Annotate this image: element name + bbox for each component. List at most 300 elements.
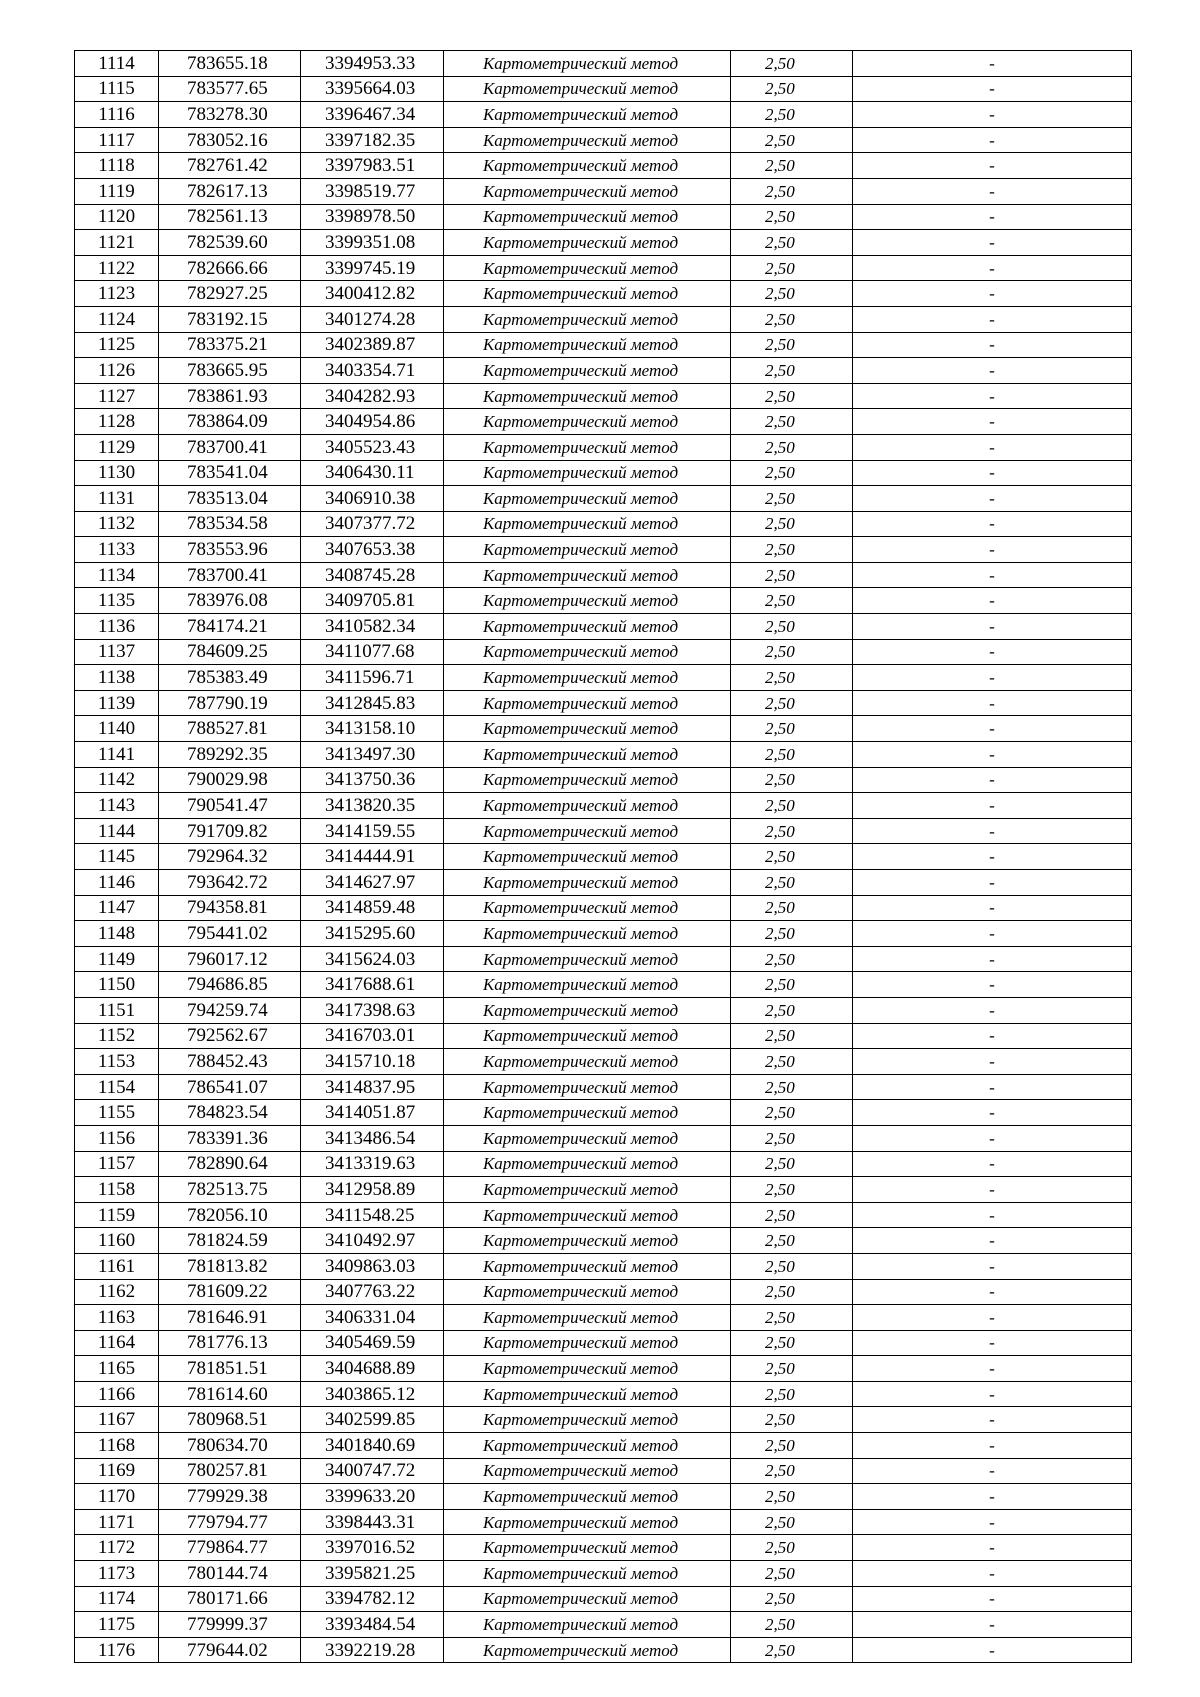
x-coordinate-cell: 781614.60 — [159, 1381, 301, 1407]
table-row — [75, 870, 1132, 896]
y-coordinate-cell: 3415295.60 — [301, 921, 444, 947]
x-coordinate-cell: 784823.54 — [159, 1100, 301, 1126]
table-row — [75, 844, 1132, 870]
x-coordinate-cell: 779794.77 — [159, 1509, 301, 1535]
accuracy-cell: 2,50 — [731, 1330, 853, 1356]
table-row — [75, 460, 1132, 486]
table-row — [75, 434, 1132, 460]
accuracy-cell: 2,50 — [731, 844, 853, 870]
point-number-cell: 1141 — [75, 742, 159, 768]
point-number-cell: 1149 — [75, 946, 159, 972]
accuracy-cell: 2,50 — [731, 1637, 853, 1663]
y-coordinate-cell: 3406910.38 — [301, 486, 444, 512]
point-number-cell: 1175 — [75, 1612, 159, 1638]
y-coordinate-cell: 3414859.48 — [301, 895, 444, 921]
method-cell: Картометрический метод — [444, 588, 731, 614]
note-cell: - — [853, 742, 1132, 768]
method-cell: Картометрический метод — [444, 1612, 731, 1638]
table-row — [75, 614, 1132, 640]
point-number-cell: 1129 — [75, 434, 159, 460]
point-number-cell: 1138 — [75, 665, 159, 691]
table-row — [75, 895, 1132, 921]
accuracy-cell: 2,50 — [731, 1279, 853, 1305]
y-coordinate-cell: 3402599.85 — [301, 1407, 444, 1433]
method-cell: Картометрический метод — [444, 204, 731, 230]
point-number-cell: 1162 — [75, 1279, 159, 1305]
accuracy-cell: 2,50 — [731, 742, 853, 768]
note-cell: - — [853, 665, 1132, 691]
note-cell: - — [853, 793, 1132, 819]
method-cell: Картометрический метод — [444, 1049, 731, 1075]
accuracy-cell: 2,50 — [731, 1253, 853, 1279]
accuracy-cell: 2,50 — [731, 562, 853, 588]
note-cell: - — [853, 1484, 1132, 1510]
accuracy-cell: 2,50 — [731, 102, 853, 128]
accuracy-cell: 2,50 — [731, 818, 853, 844]
accuracy-cell: 2,50 — [731, 486, 853, 512]
y-coordinate-cell: 3412845.83 — [301, 690, 444, 716]
y-coordinate-cell: 3402389.87 — [301, 332, 444, 358]
coordinates-table-body — [75, 51, 1132, 1663]
accuracy-cell: 2,50 — [731, 383, 853, 409]
point-number-cell: 1159 — [75, 1202, 159, 1228]
note-cell: - — [853, 306, 1132, 332]
method-cell: Картометрический метод — [444, 895, 731, 921]
method-cell: Картометрический метод — [444, 844, 731, 870]
method-cell: Картометрический метод — [444, 690, 731, 716]
point-number-cell: 1154 — [75, 1074, 159, 1100]
method-cell: Картометрический метод — [444, 1381, 731, 1407]
accuracy-cell: 2,50 — [731, 1458, 853, 1484]
accuracy-cell: 2,50 — [731, 1049, 853, 1075]
y-coordinate-cell: 3406331.04 — [301, 1305, 444, 1331]
accuracy-cell: 2,50 — [731, 281, 853, 307]
accuracy-cell: 2,50 — [731, 946, 853, 972]
method-cell: Картометрический метод — [444, 51, 731, 77]
note-cell: - — [853, 1151, 1132, 1177]
note-cell: - — [853, 767, 1132, 793]
accuracy-cell: 2,50 — [731, 921, 853, 947]
accuracy-cell: 2,50 — [731, 1484, 853, 1510]
accuracy-cell: 2,50 — [731, 1381, 853, 1407]
x-coordinate-cell: 781813.82 — [159, 1253, 301, 1279]
table-row — [75, 1509, 1132, 1535]
note-cell: - — [853, 1637, 1132, 1663]
table-row — [75, 742, 1132, 768]
accuracy-cell: 2,50 — [731, 639, 853, 665]
method-cell: Картометрический метод — [444, 1305, 731, 1331]
method-cell: Картометрический метод — [444, 178, 731, 204]
method-cell: Картометрический метод — [444, 1151, 731, 1177]
table-row — [75, 102, 1132, 128]
y-coordinate-cell: 3401840.69 — [301, 1433, 444, 1459]
table-row — [75, 306, 1132, 332]
note-cell: - — [853, 486, 1132, 512]
y-coordinate-cell: 3398519.77 — [301, 178, 444, 204]
y-coordinate-cell: 3393484.54 — [301, 1612, 444, 1638]
point-number-cell: 1153 — [75, 1049, 159, 1075]
y-coordinate-cell: 3414627.97 — [301, 870, 444, 896]
y-coordinate-cell: 3404954.86 — [301, 409, 444, 435]
note-cell: - — [853, 946, 1132, 972]
method-cell: Картометрический метод — [444, 946, 731, 972]
point-number-cell: 1119 — [75, 178, 159, 204]
note-cell: - — [853, 1253, 1132, 1279]
point-number-cell: 1126 — [75, 358, 159, 384]
table-row — [75, 1330, 1132, 1356]
accuracy-cell: 2,50 — [731, 614, 853, 640]
method-cell: Картометрический метод — [444, 255, 731, 281]
x-coordinate-cell: 783553.96 — [159, 537, 301, 563]
x-coordinate-cell: 788527.81 — [159, 716, 301, 742]
point-number-cell: 1173 — [75, 1561, 159, 1587]
point-number-cell: 1122 — [75, 255, 159, 281]
point-number-cell: 1140 — [75, 716, 159, 742]
y-coordinate-cell: 3394782.12 — [301, 1586, 444, 1612]
accuracy-cell: 2,50 — [731, 76, 853, 102]
accuracy-cell: 2,50 — [731, 690, 853, 716]
note-cell: - — [853, 127, 1132, 153]
table-row — [75, 716, 1132, 742]
note-cell: - — [853, 639, 1132, 665]
x-coordinate-cell: 796017.12 — [159, 946, 301, 972]
y-coordinate-cell: 3413497.30 — [301, 742, 444, 768]
method-cell: Картометрический метод — [444, 102, 731, 128]
y-coordinate-cell: 3411596.71 — [301, 665, 444, 691]
y-coordinate-cell: 3408745.28 — [301, 562, 444, 588]
table-row — [75, 383, 1132, 409]
y-coordinate-cell: 3413820.35 — [301, 793, 444, 819]
accuracy-cell: 2,50 — [731, 1177, 853, 1203]
table-row — [75, 1125, 1132, 1151]
point-number-cell: 1131 — [75, 486, 159, 512]
accuracy-cell: 2,50 — [731, 972, 853, 998]
table-row — [75, 767, 1132, 793]
note-cell: - — [853, 972, 1132, 998]
accuracy-cell: 2,50 — [731, 434, 853, 460]
point-number-cell: 1148 — [75, 921, 159, 947]
note-cell: - — [853, 1305, 1132, 1331]
x-coordinate-cell: 781609.22 — [159, 1279, 301, 1305]
method-cell: Картометрический метод — [444, 486, 731, 512]
y-coordinate-cell: 3417688.61 — [301, 972, 444, 998]
y-coordinate-cell: 3415710.18 — [301, 1049, 444, 1075]
y-coordinate-cell: 3414444.91 — [301, 844, 444, 870]
method-cell: Картометрический метод — [444, 409, 731, 435]
point-number-cell: 1163 — [75, 1305, 159, 1331]
accuracy-cell: 2,50 — [731, 1561, 853, 1587]
x-coordinate-cell: 789292.35 — [159, 742, 301, 768]
point-number-cell: 1135 — [75, 588, 159, 614]
point-number-cell: 1137 — [75, 639, 159, 665]
x-coordinate-cell: 794259.74 — [159, 997, 301, 1023]
note-cell: - — [853, 1509, 1132, 1535]
note-cell: - — [853, 921, 1132, 947]
x-coordinate-cell: 783541.04 — [159, 460, 301, 486]
y-coordinate-cell: 3410492.97 — [301, 1228, 444, 1254]
note-cell: - — [853, 614, 1132, 640]
method-cell: Картометрический метод — [444, 1279, 731, 1305]
table-row — [75, 1074, 1132, 1100]
x-coordinate-cell: 783655.18 — [159, 51, 301, 77]
point-number-cell: 1118 — [75, 153, 159, 179]
note-cell: - — [853, 690, 1132, 716]
coordinates-table — [74, 50, 1132, 1663]
point-number-cell: 1133 — [75, 537, 159, 563]
table-row — [75, 1177, 1132, 1203]
accuracy-cell: 2,50 — [731, 306, 853, 332]
accuracy-cell: 2,50 — [731, 997, 853, 1023]
y-coordinate-cell: 3397182.35 — [301, 127, 444, 153]
point-number-cell: 1136 — [75, 614, 159, 640]
accuracy-cell: 2,50 — [731, 1433, 853, 1459]
accuracy-cell: 2,50 — [731, 1407, 853, 1433]
method-cell: Картометрический метод — [444, 921, 731, 947]
table-row — [75, 1535, 1132, 1561]
table-row — [75, 690, 1132, 716]
method-cell: Картометрический метод — [444, 1433, 731, 1459]
point-number-cell: 1169 — [75, 1458, 159, 1484]
note-cell: - — [853, 1049, 1132, 1075]
table-row — [75, 127, 1132, 153]
x-coordinate-cell: 793642.72 — [159, 870, 301, 896]
x-coordinate-cell: 784609.25 — [159, 639, 301, 665]
method-cell: Картометрический метод — [444, 383, 731, 409]
note-cell: - — [853, 255, 1132, 281]
y-coordinate-cell: 3398978.50 — [301, 204, 444, 230]
note-cell: - — [853, 1279, 1132, 1305]
y-coordinate-cell: 3405523.43 — [301, 434, 444, 460]
note-cell: - — [853, 76, 1132, 102]
table-row — [75, 921, 1132, 947]
method-cell: Картометрический метод — [444, 716, 731, 742]
method-cell: Картометрический метод — [444, 1023, 731, 1049]
note-cell: - — [853, 460, 1132, 486]
method-cell: Картометрический метод — [444, 127, 731, 153]
accuracy-cell: 2,50 — [731, 460, 853, 486]
table-row — [75, 537, 1132, 563]
note-cell: - — [853, 588, 1132, 614]
y-coordinate-cell: 3400412.82 — [301, 281, 444, 307]
table-row — [75, 1407, 1132, 1433]
accuracy-cell: 2,50 — [731, 1125, 853, 1151]
note-cell: - — [853, 409, 1132, 435]
method-cell: Картометрический метод — [444, 332, 731, 358]
table-row — [75, 1305, 1132, 1331]
point-number-cell: 1124 — [75, 306, 159, 332]
x-coordinate-cell: 784174.21 — [159, 614, 301, 640]
x-coordinate-cell: 782539.60 — [159, 230, 301, 256]
y-coordinate-cell: 3404282.93 — [301, 383, 444, 409]
point-number-cell: 1145 — [75, 844, 159, 870]
x-coordinate-cell: 790029.98 — [159, 767, 301, 793]
table-row — [75, 818, 1132, 844]
method-cell: Картометрический метод — [444, 434, 731, 460]
note-cell: - — [853, 1433, 1132, 1459]
accuracy-cell: 2,50 — [731, 537, 853, 563]
y-coordinate-cell: 3414051.87 — [301, 1100, 444, 1126]
method-cell: Картометрический метод — [444, 153, 731, 179]
x-coordinate-cell: 794686.85 — [159, 972, 301, 998]
x-coordinate-cell: 783052.16 — [159, 127, 301, 153]
x-coordinate-cell: 783391.36 — [159, 1125, 301, 1151]
y-coordinate-cell: 3399351.08 — [301, 230, 444, 256]
method-cell: Картометрический метод — [444, 614, 731, 640]
table-row — [75, 1433, 1132, 1459]
method-cell: Картометрический метод — [444, 1458, 731, 1484]
x-coordinate-cell: 783665.95 — [159, 358, 301, 384]
point-number-cell: 1130 — [75, 460, 159, 486]
table-row — [75, 1151, 1132, 1177]
accuracy-cell: 2,50 — [731, 1535, 853, 1561]
x-coordinate-cell: 782666.66 — [159, 255, 301, 281]
method-cell: Картометрический метод — [444, 870, 731, 896]
accuracy-cell: 2,50 — [731, 1074, 853, 1100]
y-coordinate-cell: 3400747.72 — [301, 1458, 444, 1484]
x-coordinate-cell: 792562.67 — [159, 1023, 301, 1049]
method-cell: Картометрический метод — [444, 1125, 731, 1151]
point-number-cell: 1121 — [75, 230, 159, 256]
table-row — [75, 76, 1132, 102]
method-cell: Картометрический метод — [444, 1561, 731, 1587]
accuracy-cell: 2,50 — [731, 178, 853, 204]
x-coordinate-cell: 781776.13 — [159, 1330, 301, 1356]
point-number-cell: 1161 — [75, 1253, 159, 1279]
method-cell: Картометрический метод — [444, 537, 731, 563]
x-coordinate-cell: 780634.70 — [159, 1433, 301, 1459]
method-cell: Картометрический метод — [444, 1330, 731, 1356]
y-coordinate-cell: 3413750.36 — [301, 767, 444, 793]
x-coordinate-cell: 781646.91 — [159, 1305, 301, 1331]
table-row — [75, 51, 1132, 77]
x-coordinate-cell: 794358.81 — [159, 895, 301, 921]
method-cell: Картометрический метод — [444, 1535, 731, 1561]
accuracy-cell: 2,50 — [731, 153, 853, 179]
table-row — [75, 1586, 1132, 1612]
x-coordinate-cell: 780257.81 — [159, 1458, 301, 1484]
accuracy-cell: 2,50 — [731, 793, 853, 819]
point-number-cell: 1127 — [75, 383, 159, 409]
accuracy-cell: 2,50 — [731, 1586, 853, 1612]
note-cell: - — [853, 1535, 1132, 1561]
method-cell: Картометрический метод — [444, 511, 731, 537]
point-number-cell: 1134 — [75, 562, 159, 588]
x-coordinate-cell: 786541.07 — [159, 1074, 301, 1100]
note-cell: - — [853, 1125, 1132, 1151]
table-row — [75, 255, 1132, 281]
table-row — [75, 1279, 1132, 1305]
accuracy-cell: 2,50 — [731, 588, 853, 614]
y-coordinate-cell: 3413158.10 — [301, 716, 444, 742]
x-coordinate-cell: 783861.93 — [159, 383, 301, 409]
method-cell: Картометрический метод — [444, 997, 731, 1023]
y-coordinate-cell: 3414837.95 — [301, 1074, 444, 1100]
y-coordinate-cell: 3395664.03 — [301, 76, 444, 102]
table-row — [75, 486, 1132, 512]
accuracy-cell: 2,50 — [731, 255, 853, 281]
method-cell: Картометрический метод — [444, 1509, 731, 1535]
x-coordinate-cell: 783278.30 — [159, 102, 301, 128]
table-row — [75, 1458, 1132, 1484]
table-row — [75, 1228, 1132, 1254]
note-cell: - — [853, 511, 1132, 537]
y-coordinate-cell: 3397983.51 — [301, 153, 444, 179]
point-number-cell: 1144 — [75, 818, 159, 844]
method-cell: Картометрический метод — [444, 1228, 731, 1254]
method-cell: Картометрический метод — [444, 767, 731, 793]
table-row — [75, 358, 1132, 384]
y-coordinate-cell: 3414159.55 — [301, 818, 444, 844]
y-coordinate-cell: 3399633.20 — [301, 1484, 444, 1510]
method-cell: Картометрический метод — [444, 281, 731, 307]
y-coordinate-cell: 3403865.12 — [301, 1381, 444, 1407]
table-row — [75, 639, 1132, 665]
y-coordinate-cell: 3407377.72 — [301, 511, 444, 537]
y-coordinate-cell: 3403354.71 — [301, 358, 444, 384]
note-cell: - — [853, 1612, 1132, 1638]
note-cell: - — [853, 153, 1132, 179]
x-coordinate-cell: 782927.25 — [159, 281, 301, 307]
table-row — [75, 972, 1132, 998]
x-coordinate-cell: 779644.02 — [159, 1637, 301, 1663]
table-row — [75, 562, 1132, 588]
table-row — [75, 409, 1132, 435]
note-cell: - — [853, 1177, 1132, 1203]
point-number-cell: 1147 — [75, 895, 159, 921]
point-number-cell: 1157 — [75, 1151, 159, 1177]
note-cell: - — [853, 1100, 1132, 1126]
table-row — [75, 1381, 1132, 1407]
x-coordinate-cell: 783700.41 — [159, 434, 301, 460]
note-cell: - — [853, 230, 1132, 256]
point-number-cell: 1128 — [75, 409, 159, 435]
note-cell: - — [853, 1458, 1132, 1484]
accuracy-cell: 2,50 — [731, 1151, 853, 1177]
point-number-cell: 1160 — [75, 1228, 159, 1254]
note-cell: - — [853, 895, 1132, 921]
method-cell: Картометрический метод — [444, 1407, 731, 1433]
note-cell: - — [853, 1330, 1132, 1356]
x-coordinate-cell: 783513.04 — [159, 486, 301, 512]
table-row — [75, 153, 1132, 179]
method-cell: Картометрический метод — [444, 1356, 731, 1382]
accuracy-cell: 2,50 — [731, 1100, 853, 1126]
point-number-cell: 1125 — [75, 332, 159, 358]
x-coordinate-cell: 783534.58 — [159, 511, 301, 537]
y-coordinate-cell: 3409705.81 — [301, 588, 444, 614]
x-coordinate-cell: 783864.09 — [159, 409, 301, 435]
point-number-cell: 1123 — [75, 281, 159, 307]
accuracy-cell: 2,50 — [731, 767, 853, 793]
method-cell: Картометрический метод — [444, 358, 731, 384]
accuracy-cell: 2,50 — [731, 1023, 853, 1049]
point-number-cell: 1115 — [75, 76, 159, 102]
note-cell: - — [853, 1561, 1132, 1587]
table-row — [75, 1612, 1132, 1638]
x-coordinate-cell: 787790.19 — [159, 690, 301, 716]
y-coordinate-cell: 3409863.03 — [301, 1253, 444, 1279]
x-coordinate-cell: 779864.77 — [159, 1535, 301, 1561]
method-cell: Картометрический метод — [444, 1100, 731, 1126]
method-cell: Картометрический метод — [444, 972, 731, 998]
method-cell: Картометрический метод — [444, 562, 731, 588]
accuracy-cell: 2,50 — [731, 332, 853, 358]
method-cell: Картометрический метод — [444, 1484, 731, 1510]
table-row — [75, 946, 1132, 972]
note-cell: - — [853, 818, 1132, 844]
y-coordinate-cell: 3394953.33 — [301, 51, 444, 77]
point-number-cell: 1164 — [75, 1330, 159, 1356]
